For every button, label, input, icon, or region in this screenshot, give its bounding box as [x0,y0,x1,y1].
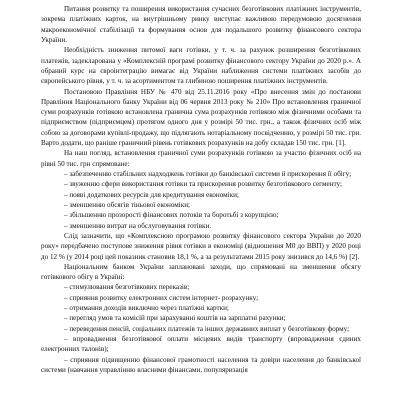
paragraph-nbu-measures: Національним банком України заплановані заходи, що спрямовані на зменшення обсягу готівкового обігу в Україні: [41,262,361,282]
list-item: – зменшенню витрат на обслуговування готівки. [64,221,212,230]
list-item: – переведення пенсій, соціальних платежів та інших державних виплат у безготівкову форму; [64,324,350,333]
paragraph-program: Слід зазначити, що «Комплексною програмою розвитку фінансового сектора України до 2020 року» передбачено поступове зниження рівня готівки в економіці (відношення M0 до ВВП) у 2020 році до 12 % (у 2014 році цей показник становив 18,1 %, а за результатами 2015 року знизився до 14,6 %) [2]. [41,231,361,261]
list-item: – звуженню сфери використання готівки та прискорення розвитку безготівкового сегменту; [64,180,343,189]
list-item: – впровадження безготівкової оплати місцевих видів транспорту (впровадження єдиних електронних талонів); [41,335,361,354]
list-item: – сприяння підвищенню фінансової грамотності населення та довіри населення до банківської системи (навчання управлінню власними фінансами, популяризація [41,355,361,374]
list-item: – появі додаткових ресурсів для кредитування економіки; [64,190,239,199]
paragraph-opinion: На наш погляд, встановлення граничної суми розрахунків готівкою за участю фізичних осіб на рівні 50 тис. грн спрямоване: [41,149,361,168]
list-item: – забезпеченню стабільних надходжень готівки до банківської системи й прискорення її обігу; [64,170,352,178]
paragraph-intro: Питання розвитку та поширення використання сучасних безготівкових платіжних інструментів, зокрема платіжних карток, на внутрішньому ринку виступає важливою передумовою досягнення макроекономічної стабілізації та формування основ для подальшого розвитку фінансового сектора України. [41,5,361,44]
list-item: – сприяння розвитку електронних систем інтернет- розрахунку; [64,293,259,302]
document-body [41,4,361,375]
list-item: – зменшенню обсягів тіньової економіки; [64,200,191,209]
list-item: – перегляд умов та комісій при зарахуванні коштів на зарплатні рахунки; [64,314,286,323]
paragraph-necessity: Необхідність зниження питомої ваги готівки, у т. ч. за рахунок розширення безготівкових платежів, задекларована у «Комплексній програмі розвитку фінансового сектору України до 2020 р.». А обраний курс на євроінтеграцію вимагає від України наближення системи платіжних засобів до європейського рівня, у т. ч. за асортиментом та глибиною поширення платіжних інструментів. [41,46,361,86]
list-item: – збільшенню прозорості фінансових потоків та боротьбі з корупцією; [64,211,279,220]
list-item: – отримання доходів виключно через платіжні картки; [64,304,229,313]
list-item: – стимулювання безготівкових переказів; [64,283,190,292]
paragraph-resolution: Постановою Правління НБУ № 470 від 25.11.2016 року «Про внесення змін до постанови Правління Національного банку України від 06 червня 2013 року № 210» Про встановлення граничної суми розрахунків готівкою встановлена гранична сума розрахунків готівкою між фізичними особами та підприємством (підприємцем) протягом одного дня у розмірі 50 тис. грн., а також фізичних осіб між собою за договорами купівлі-продажу, що підлягають нотаріальному посвідченню, у розмірі 50 тис. грн. Варто додати, що раніше граничний рівень готівкових розрахунків на добу складав 150 тис. грн. [1]. [41,87,361,148]
